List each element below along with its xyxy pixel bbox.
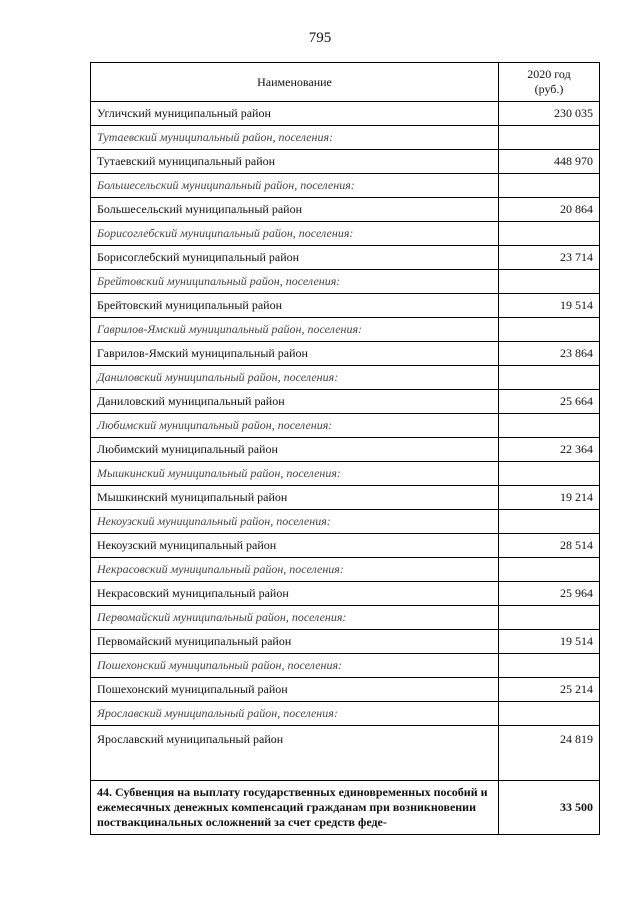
header-name-cell: Наименование xyxy=(91,63,499,102)
table-row xyxy=(91,534,600,558)
row-name: Мышкинский муниципальный район xyxy=(91,486,499,510)
section-row xyxy=(91,366,600,390)
table-row xyxy=(91,390,600,414)
table-row xyxy=(91,246,600,270)
section-label: Брейтовский муниципальный район, поселения: xyxy=(91,270,499,294)
row-value xyxy=(499,366,600,390)
row-name: Первомайский муниципальный район xyxy=(91,630,499,654)
row-name: Угличский муниципальный район xyxy=(91,102,499,126)
row-value: 19 514 xyxy=(499,294,600,318)
row-value xyxy=(499,270,600,294)
row-name: Некрасовский муниципальный район xyxy=(91,582,499,606)
row-value xyxy=(499,462,600,486)
table-row xyxy=(91,342,600,366)
row-value: 19 214 xyxy=(499,486,600,510)
section-label: Ярославский муниципальный район, поселения: xyxy=(91,702,499,726)
row-value xyxy=(499,318,600,342)
row-value: 24 819 xyxy=(499,726,600,781)
table-row xyxy=(91,582,600,606)
budget-table xyxy=(90,62,600,835)
header-year-label: 2020 год xyxy=(527,67,571,81)
row-name: Тутаевский муниципальный район xyxy=(91,150,499,174)
section-label: Некрасовский муниципальный район, поселения: xyxy=(91,558,499,582)
row-value: 230 035 xyxy=(499,102,600,126)
row-name: Большесельский муниципальный район xyxy=(91,198,499,222)
section-row xyxy=(91,510,600,534)
section-row xyxy=(91,654,600,678)
row-value xyxy=(499,654,600,678)
row-value xyxy=(499,510,600,534)
row-value: 23 864 xyxy=(499,342,600,366)
section-row xyxy=(91,558,600,582)
section-label: Гаврилов-Ямский муниципальный район, поселения: xyxy=(91,318,499,342)
table-row xyxy=(91,486,600,510)
section-label: Большесельский муниципальный район, поселения: xyxy=(91,174,499,198)
row-value: 25 214 xyxy=(499,678,600,702)
table-row xyxy=(91,294,600,318)
section-label: Борисоглебский муниципальный район, поселения: xyxy=(91,222,499,246)
row-value: 19 514 xyxy=(499,630,600,654)
row-name: Брейтовский муниципальный район xyxy=(91,294,499,318)
row-name: Любимский муниципальный район xyxy=(91,438,499,462)
table-row xyxy=(91,198,600,222)
table-header-row xyxy=(91,63,600,102)
table-row xyxy=(91,781,600,835)
section-label: Тутаевский муниципальный район, поселения: xyxy=(91,126,499,150)
row-name: Гаврилов-Ямский муниципальный район xyxy=(91,342,499,366)
row-value xyxy=(499,174,600,198)
table-row xyxy=(91,438,600,462)
row-value xyxy=(499,222,600,246)
page-number: 795 xyxy=(308,30,332,46)
section-label: Некоузский муниципальный район, поселения: xyxy=(91,510,499,534)
section-row xyxy=(91,222,600,246)
table-row xyxy=(91,102,600,126)
section-row xyxy=(91,174,600,198)
row-value: 22 364 xyxy=(499,438,600,462)
row-name: Даниловский муниципальный район xyxy=(91,390,499,414)
row-value: 23 714 xyxy=(499,246,600,270)
section-row xyxy=(91,702,600,726)
row-name: Пошехонский муниципальный район xyxy=(91,678,499,702)
section-label: Мышкинский муниципальный район, поселения: xyxy=(91,462,499,486)
section-row xyxy=(91,606,600,630)
header-unit-label: (руб.) xyxy=(534,82,564,96)
row-value: 25 964 xyxy=(499,582,600,606)
header-year-cell xyxy=(499,63,600,102)
table-body xyxy=(91,102,600,835)
section-row xyxy=(91,270,600,294)
section-label: Даниловский муниципальный район, поселения: xyxy=(91,366,499,390)
section-label: Пошехонский муниципальный район, поселения: xyxy=(91,654,499,678)
row-value: 20 864 xyxy=(499,198,600,222)
row-value: 33 500 xyxy=(499,781,600,835)
table-row xyxy=(91,630,600,654)
row-value: 25 664 xyxy=(499,390,600,414)
row-value xyxy=(499,558,600,582)
row-name: 44. Субвенция на выплату государственных единовременных пособий и ежемесячных денежных компенсаций гражданам при возникновении поствакцинальных осложнений за счет средств феде- xyxy=(91,781,499,835)
row-value xyxy=(499,126,600,150)
table-row xyxy=(91,678,600,702)
section-row xyxy=(91,414,600,438)
table-row xyxy=(91,726,600,781)
row-name: Некоузский муниципальный район xyxy=(91,534,499,558)
row-value: 28 514 xyxy=(499,534,600,558)
row-value xyxy=(499,702,600,726)
section-row xyxy=(91,126,600,150)
row-value xyxy=(499,414,600,438)
table-row xyxy=(91,150,600,174)
row-value xyxy=(499,606,600,630)
row-name: Ярославский муниципальный район xyxy=(91,726,499,781)
section-row xyxy=(91,462,600,486)
row-name: Борисоглебский муниципальный район xyxy=(91,246,499,270)
section-row xyxy=(91,318,600,342)
section-label: Любимский муниципальный район, поселения: xyxy=(91,414,499,438)
section-label: Первомайский муниципальный район, поселения: xyxy=(91,606,499,630)
row-value: 448 970 xyxy=(499,150,600,174)
